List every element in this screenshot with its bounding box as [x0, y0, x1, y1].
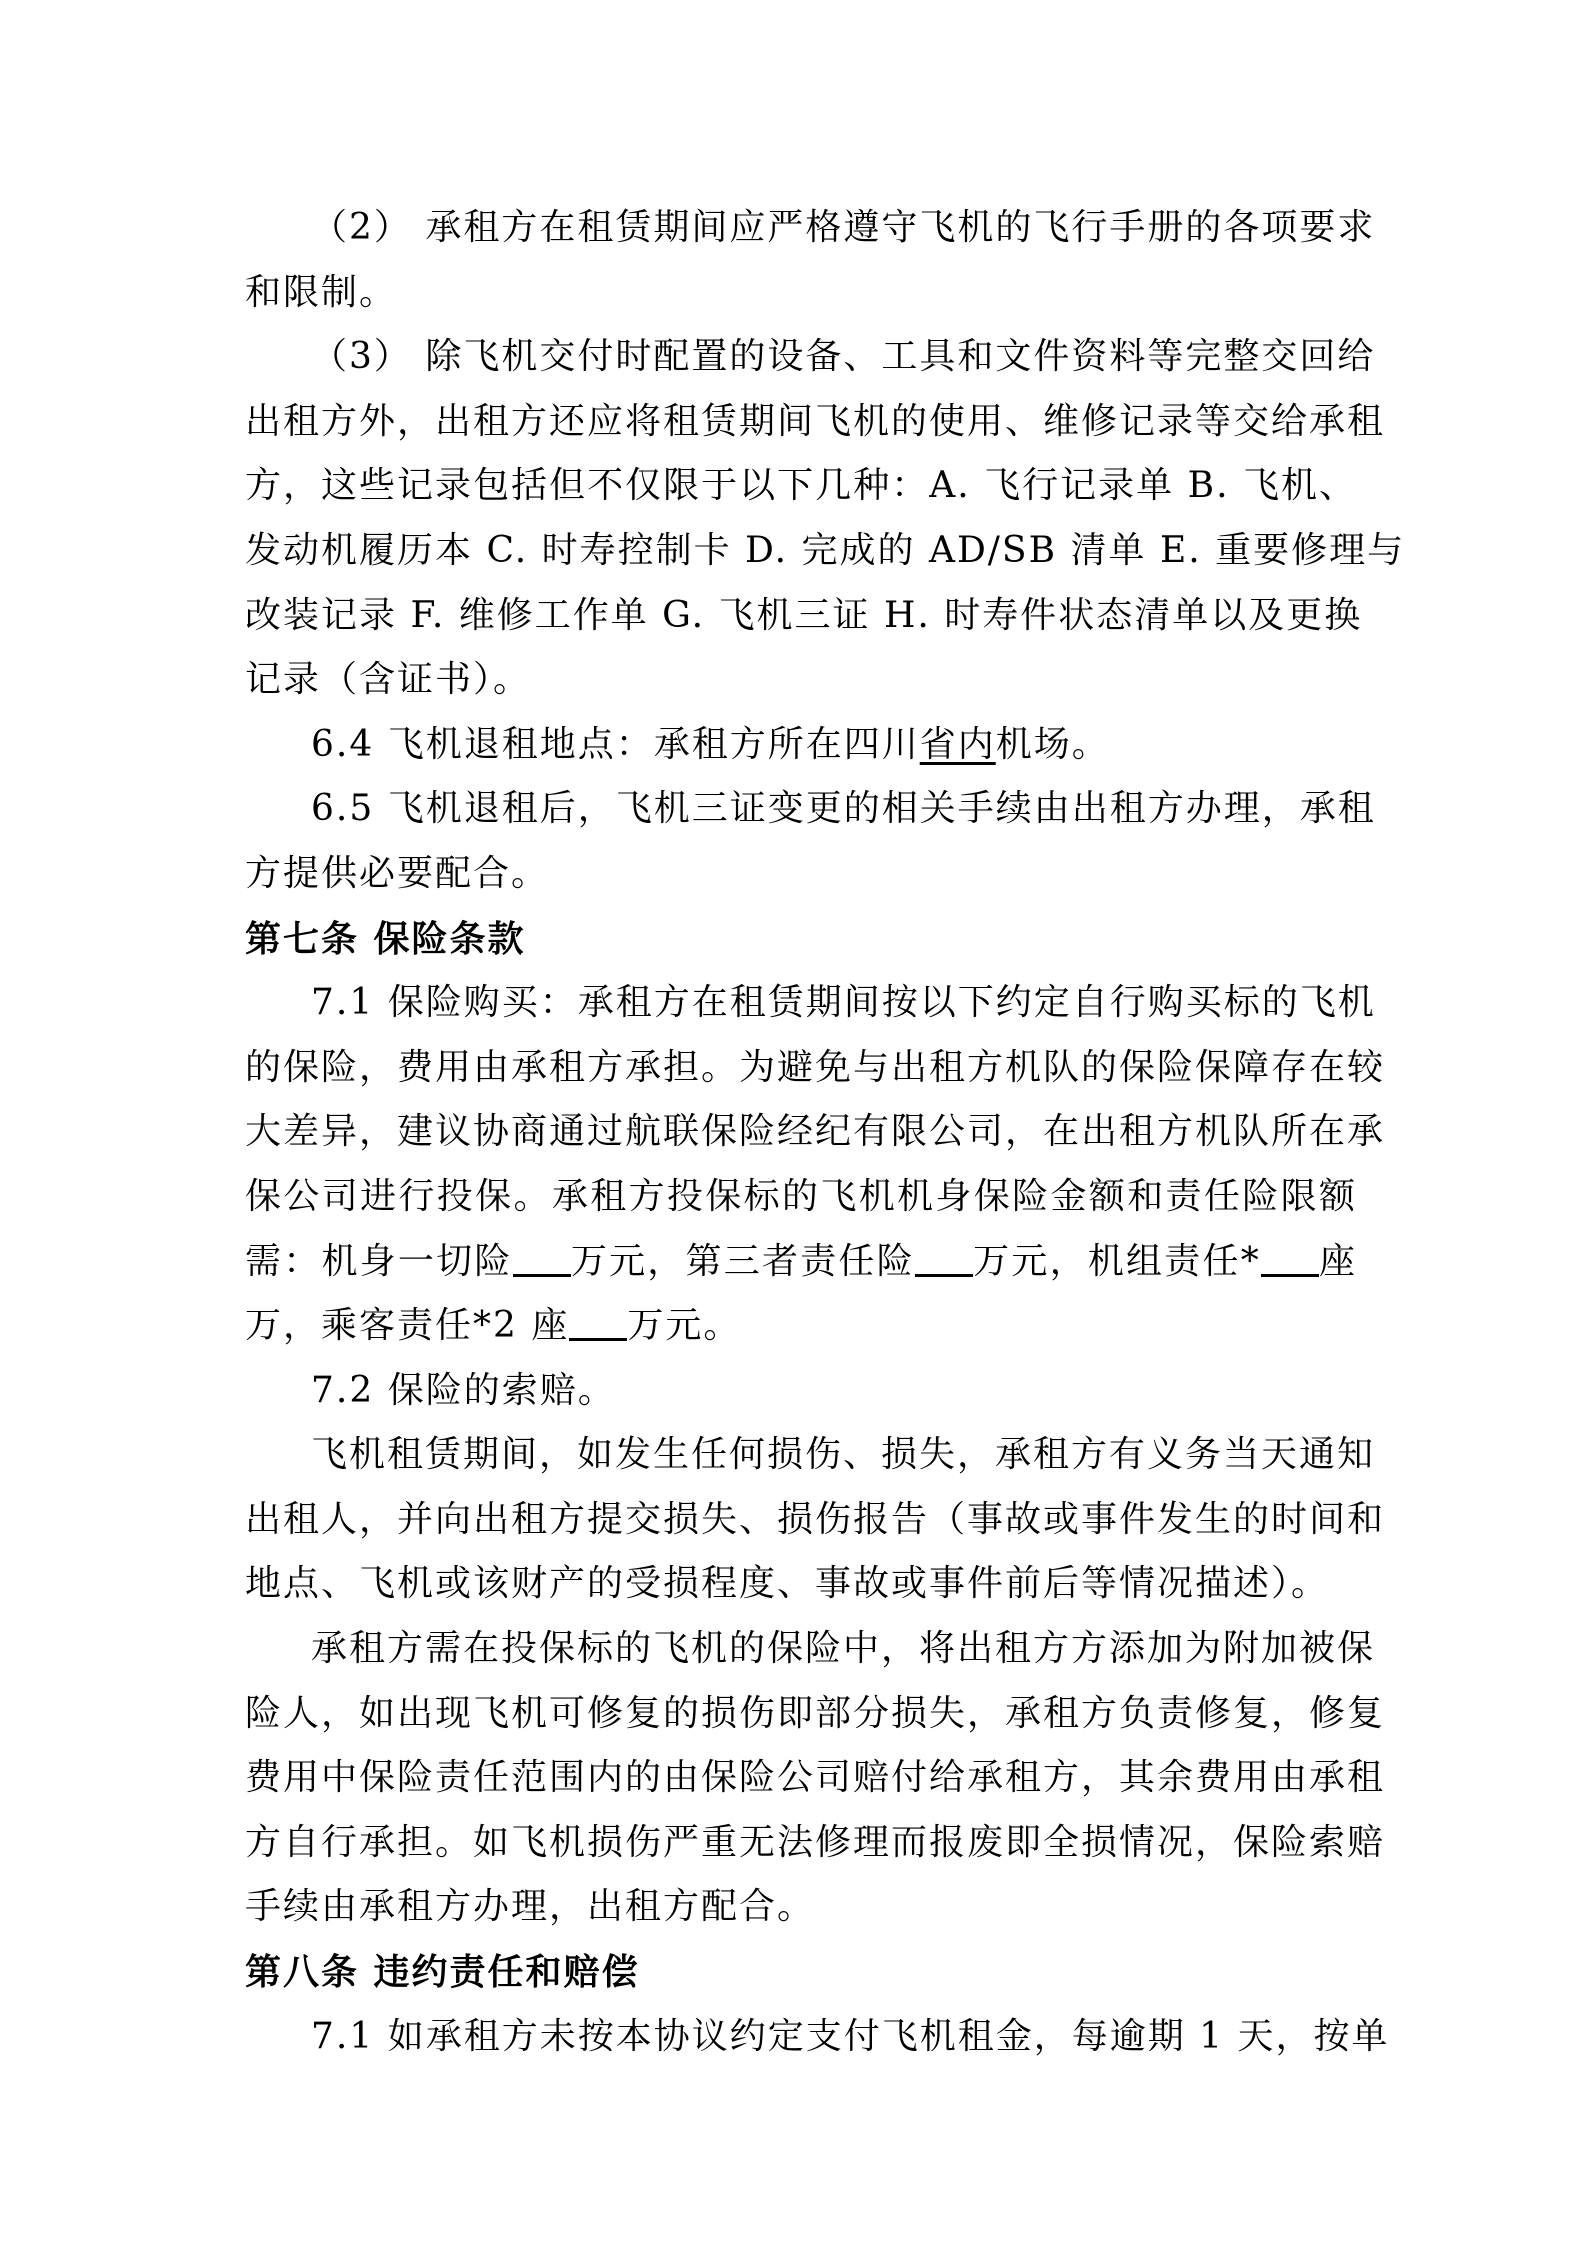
text-line — [245, 1488, 1386, 1553]
text-line — [245, 1359, 1357, 1424]
text-line — [245, 842, 1357, 907]
text-line — [245, 1746, 1386, 1811]
text-segment: 手续由承租方办理，出租方配合。 — [245, 1886, 816, 1928]
text-segment: 出租方外，出租方还应将租赁期间飞机的使用、维修记录等交给承租 — [245, 400, 1386, 442]
text-segment: 方自行承担。如飞机损伤严重无法修理而报废即全损情况，保险索赔 — [245, 1821, 1386, 1863]
text-line — [245, 519, 1406, 584]
text-line — [245, 1811, 1386, 1876]
text-segment: 和限制。 — [245, 271, 398, 313]
fill-in-blank — [915, 1244, 973, 1277]
text-line — [245, 971, 1376, 1036]
text-segment: 承租方需在投保标的飞机的保险中，将出租方方添加为附加被保 — [311, 1628, 1376, 1670]
text-line — [245, 1294, 1357, 1359]
text-line — [245, 454, 1357, 519]
text-segment: 险人，如出现飞机可修复的损伤即部分损失，承租方负责修复，修复 — [245, 1692, 1386, 1734]
paragraph — [245, 2005, 1390, 2070]
text-segment: 机场。 — [995, 723, 1110, 765]
text-segment: 费用中保险责任范围内的由保险公司赔付给承租方，其余费用由承租 — [245, 1757, 1386, 1799]
text-line — [245, 1682, 1386, 1747]
text-line — [245, 1165, 1357, 1230]
text-segment: 6.5 飞机退租后，飞机三证变更的相关手续由出租方办理，承租 — [311, 788, 1376, 830]
text-line — [245, 584, 1363, 649]
text-line — [245, 713, 1357, 778]
fill-in-blank — [513, 1244, 571, 1277]
text-segment: 的保险，费用由承租方承担。为避免与出租方机队的保险保障存在较 — [245, 1046, 1386, 1088]
text-line — [245, 1617, 1376, 1682]
text-line — [245, 777, 1376, 842]
text-segment: 地点、飞机或该财产的受损程度、事故或事件前后等情况描述）。 — [245, 1563, 1330, 1605]
text-line — [245, 390, 1386, 455]
text-segment: 大差异，建议协商通过航联保险经纪有限公司，在出租方机队所在承 — [245, 1111, 1386, 1153]
text-segment: 发动机履历本 C. 时寿控制卡 D. 完成的 AD/SB 清单 E. 重要修理与 — [245, 529, 1406, 571]
text-segment: 改装记录 F. 维修工作单 G. 飞机三证 H. 时寿件状态清单以及更换 — [245, 594, 1363, 636]
text-segment: 万元，机组责任* — [972, 1240, 1261, 1282]
section-heading — [245, 907, 1357, 972]
text-segment: 7.2 保险的索赔。 — [311, 1369, 616, 1411]
text-line — [245, 1552, 1357, 1617]
text-segment: 万元。 — [627, 1305, 742, 1347]
underlined-text: 省内 — [919, 723, 996, 765]
text-line — [245, 1940, 1357, 2005]
text-line — [245, 907, 1357, 972]
text-line — [245, 261, 1357, 326]
paragraph — [245, 1617, 1386, 1940]
text-line — [245, 1875, 1357, 1940]
text-line — [245, 648, 1357, 713]
paragraph — [245, 777, 1376, 906]
text-line — [245, 1423, 1376, 1488]
fill-in-blank — [1261, 1244, 1319, 1277]
text-segment: 记录（含证书）。 — [245, 659, 532, 701]
document-page — [245, 196, 1406, 2069]
text-segment: （2） 承租方在租赁期间应严格遵守飞机的飞行手册的各项要求 — [311, 207, 1376, 248]
text-segment: 座 — [1318, 1240, 1357, 1282]
text-line — [245, 1230, 1357, 1295]
paragraph — [245, 196, 1376, 325]
text-line — [245, 325, 1376, 390]
text-segment: 需：机身一切险 — [245, 1240, 513, 1282]
text-segment: 方提供必要配合。 — [245, 852, 550, 894]
text-line — [245, 196, 1376, 261]
paragraph — [245, 971, 1386, 1359]
text-segment: 第八条 违约责任和赔偿 — [245, 1951, 640, 1994]
paragraph — [245, 1423, 1386, 1617]
paragraph — [245, 1359, 1357, 1424]
text-segment: 保公司进行投保。承租方投保标的飞机机身保险金额和责任险限额 — [245, 1175, 1357, 1217]
text-segment: 万，乘客责任*2 座 — [245, 1305, 570, 1347]
text-segment: （3） 除飞机交付时配置的设备、工具和文件资料等完整交回给 — [311, 336, 1376, 378]
text-segment: 7.1 如承租方未按本协议约定支付飞机租金，每逾期 1 天，按单 — [311, 2015, 1390, 2057]
section-heading — [245, 1940, 1357, 2005]
text-segment: 出租人，并向出租方提交损失、损伤报告（事故或事件发生的时间和 — [245, 1498, 1386, 1540]
paragraph — [245, 713, 1357, 778]
text-segment: 万元，第三者责任险 — [570, 1240, 915, 1282]
text-segment: 方，这些记录包括但不仅限于以下几种：A. 飞行记录单 B. 飞机、 — [245, 465, 1357, 507]
text-segment: 第七条 保险条款 — [245, 917, 526, 960]
text-segment: 6.4 飞机退租地点：承租方所在四川 — [311, 723, 920, 765]
text-segment: 飞机租赁期间，如发生任何损伤、损失，承租方有义务当天通知 — [311, 1434, 1376, 1476]
text-segment: 7.1 保险购买：承租方在租赁期间按以下约定自行购买标的飞机 — [311, 982, 1376, 1024]
text-line — [245, 1100, 1386, 1165]
fill-in-blank — [569, 1308, 627, 1341]
paragraph — [245, 325, 1406, 713]
text-line — [245, 2005, 1390, 2070]
text-line — [245, 1036, 1386, 1101]
